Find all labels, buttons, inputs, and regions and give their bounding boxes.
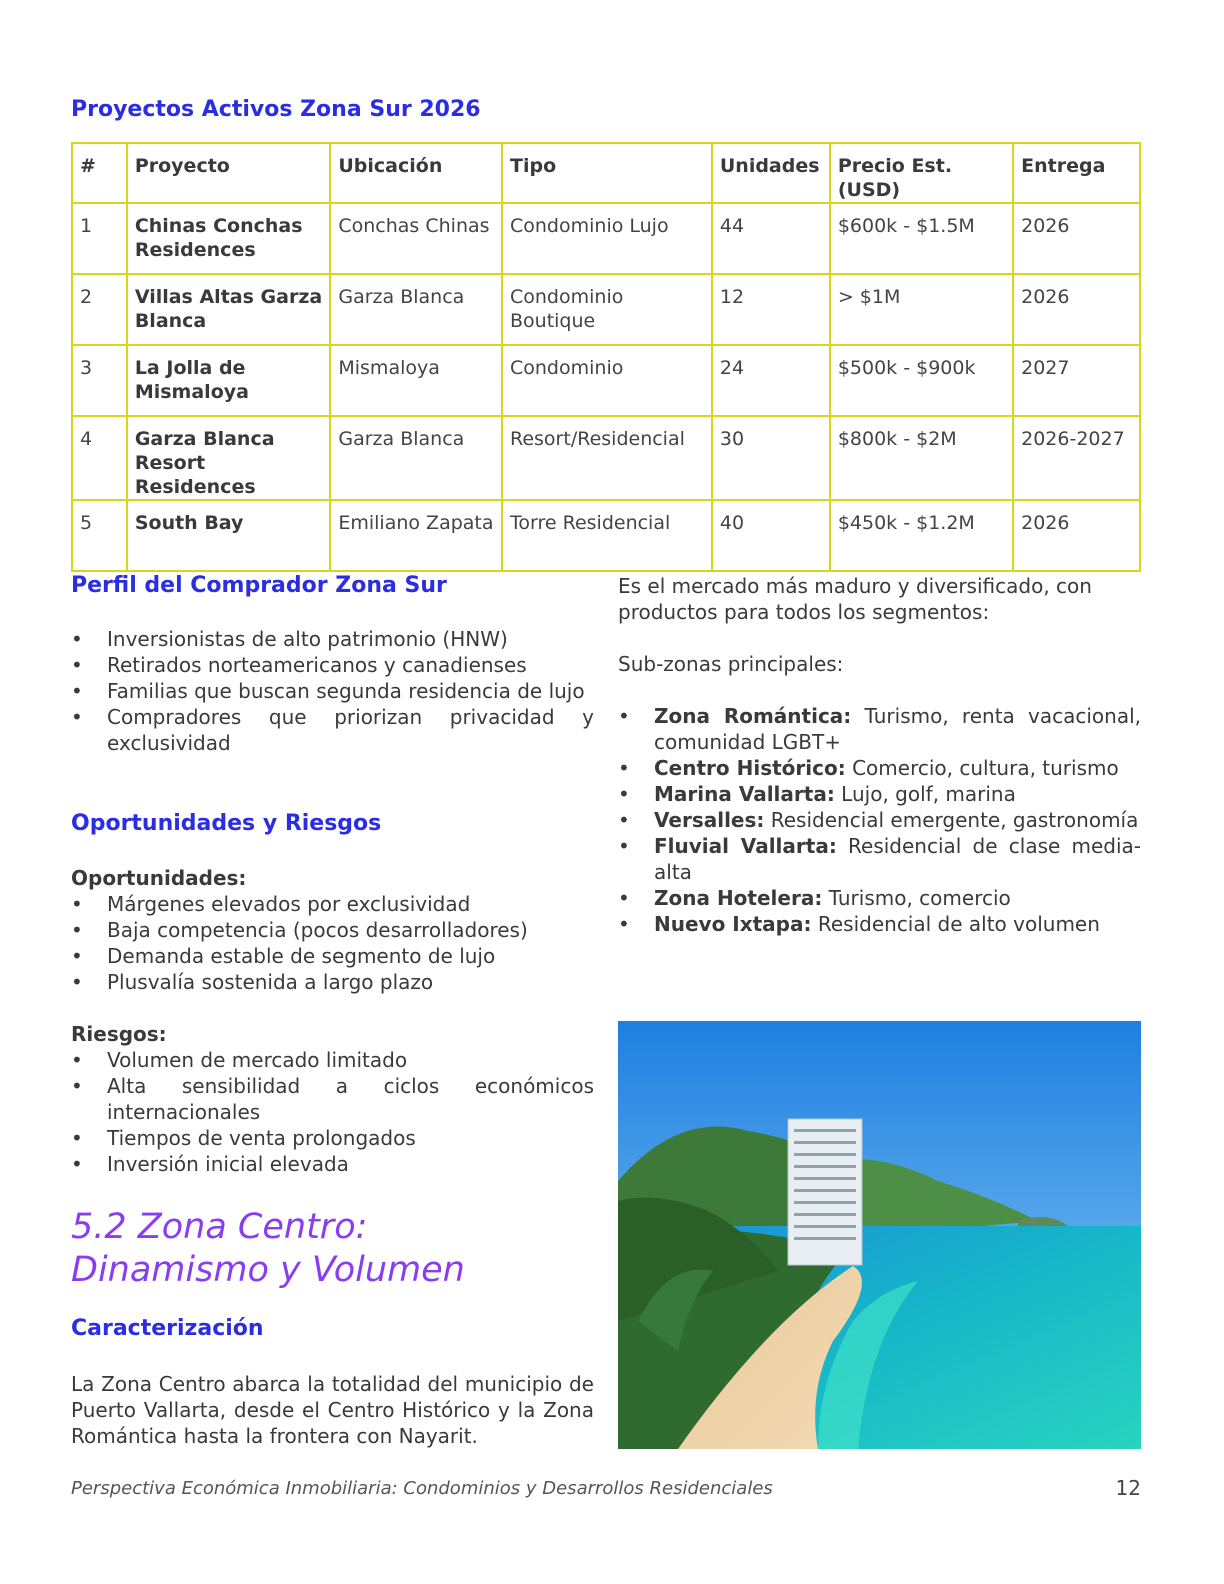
- riesgos-list: [71, 1047, 594, 1177]
- subzona-name: Marina Vallarta:: [654, 782, 835, 806]
- cell-entrega: 2027: [1013, 345, 1140, 416]
- subzona-name: Nuevo Ixtapa:: [654, 912, 812, 936]
- page-number: 12: [1115, 1476, 1141, 1500]
- oportunidades-list: [71, 891, 594, 995]
- section-title-line1: 5.2 Zona Centro:: [71, 1207, 368, 1247]
- col-header-unidades: Unidades: [712, 143, 830, 203]
- subzona-desc: Residencial emergente, gastronomía: [764, 808, 1139, 832]
- subzonas-label: Sub-zonas principales:: [618, 652, 844, 676]
- perfil-list: [71, 626, 594, 756]
- cell-precio: > $1M: [830, 274, 1013, 345]
- list-item: • Baja competencia (pocos desarrolladores): [71, 917, 594, 943]
- cell-proyecto: Villas Altas Garza Blanca: [127, 274, 331, 345]
- subzona-desc: Comercio, cultura, turismo: [845, 756, 1119, 780]
- list-item: • Compradores que priorizan privacidad y exclusividad: [71, 704, 594, 756]
- list-item: • Familias que buscan segunda residencia de lujo: [71, 678, 594, 704]
- subzona-name: Zona Hotelera:: [654, 886, 823, 910]
- footer-text: Perspectiva Económica Inmobiliaria: Condominios y Desarrollos Residenciales: [71, 1478, 773, 1499]
- subzona-desc: Turismo, comercio: [822, 886, 1011, 910]
- cell-ubicacion: Garza Blanca: [330, 416, 502, 500]
- section-title-line2: Dinamismo y Volumen: [71, 1250, 465, 1290]
- cell-proyecto: South Bay: [127, 500, 331, 571]
- cell-number: 2: [72, 274, 127, 345]
- subzona-name: Zona Romántica:: [654, 704, 852, 728]
- cell-precio: $800k - $2M: [830, 416, 1013, 500]
- beach-tower-photo: [618, 1021, 1141, 1449]
- table-header-row: [72, 143, 1140, 203]
- cell-unidades: 12: [712, 274, 830, 345]
- list-item: • Volumen de mercado limitado: [71, 1047, 594, 1073]
- list-item: • Márgenes elevados por exclusividad: [71, 891, 594, 917]
- cell-precio: $450k - $1.2M: [830, 500, 1013, 571]
- list-item: • Plusvalía sostenida a largo plazo: [71, 969, 594, 995]
- subzona-desc: Turismo, renta vacacional, comunidad LGBT+: [654, 704, 1142, 754]
- cell-precio: $500k - $900k: [830, 345, 1013, 416]
- cell-number: 5: [72, 500, 127, 571]
- subzona-desc: Lujo, golf, marina: [834, 782, 1016, 806]
- cell-precio: $600k - $1.5M: [830, 203, 1013, 274]
- cell-number: 1: [72, 203, 127, 274]
- col-header-precio: Precio Est. (USD): [830, 143, 1013, 203]
- section-title: [71, 1206, 465, 1292]
- subzona-desc: Residencial de clase media-alta: [654, 834, 1142, 884]
- col-header-proyecto: Proyecto: [127, 143, 331, 203]
- list-item: • Inversión inicial elevada: [71, 1151, 594, 1177]
- table-row: [72, 274, 1140, 345]
- projects-table: [71, 142, 1141, 572]
- col-header-tipo: Tipo: [502, 143, 712, 203]
- subzona-name: Fluvial Vallarta:: [654, 834, 837, 858]
- col-header-ubicacion: Ubicación: [330, 143, 502, 203]
- oportunidades-block: [71, 865, 594, 1177]
- table-title: Proyectos Activos Zona Sur 2026: [71, 97, 481, 122]
- cell-unidades: 30: [712, 416, 830, 500]
- list-item: [618, 703, 1141, 755]
- cell-entrega: 2026: [1013, 203, 1140, 274]
- cell-tipo: Condominio Lujo: [502, 203, 712, 274]
- caracterizacion-heading: Caracterización: [71, 1316, 264, 1341]
- cell-unidades: 40: [712, 500, 830, 571]
- list-item: • Retirados norteamericanos y canadienses: [71, 652, 594, 678]
- oportunidades-heading: Oportunidades y Riesgos: [71, 811, 382, 836]
- list-item: [618, 807, 1141, 833]
- table-row: [72, 416, 1140, 500]
- perfil-heading: Perfil del Comprador Zona Sur: [71, 573, 447, 598]
- cell-ubicacion: Emiliano Zapata: [330, 500, 502, 571]
- intro-paragraph: Es el mercado más maduro y diversificado, con productos para todos los segmentos:: [618, 574, 1092, 624]
- list-item: [618, 781, 1141, 807]
- cell-entrega: 2026: [1013, 274, 1140, 345]
- cell-entrega: 2026: [1013, 500, 1140, 571]
- cell-ubicacion: Mismaloya: [330, 345, 502, 416]
- cell-tipo: Torre Residencial: [502, 500, 712, 571]
- list-item: [618, 833, 1141, 885]
- cell-proyecto: Garza Blanca Resort Residences: [127, 416, 331, 500]
- list-item: [618, 755, 1141, 781]
- subzona-name: Versalles:: [654, 808, 765, 832]
- list-item: [618, 885, 1141, 911]
- list-item: [618, 911, 1141, 937]
- cell-tipo: Condominio: [502, 345, 712, 416]
- list-item: • Alta sensibilidad a ciclos económicos internacionales: [71, 1073, 594, 1125]
- col-header-entrega: Entrega: [1013, 143, 1140, 203]
- subzona-desc: Residencial de alto volumen: [811, 912, 1100, 936]
- cell-unidades: 24: [712, 345, 830, 416]
- list-item: • Demanda estable de segmento de lujo: [71, 943, 594, 969]
- beach-photo-illustration: [618, 1021, 1141, 1449]
- cell-number: 3: [72, 345, 127, 416]
- table-row: [72, 203, 1140, 274]
- list-item: • Tiempos de venta prolongados: [71, 1125, 594, 1151]
- table-row: [72, 345, 1140, 416]
- cell-proyecto: La Jolla de Mismaloya: [127, 345, 331, 416]
- right-column: [618, 573, 1141, 937]
- cell-tipo: Condominio Boutique: [502, 274, 712, 345]
- subzonas-list: [618, 703, 1141, 937]
- perfil-list-block: [71, 626, 594, 756]
- riesgos-label: Riesgos:: [71, 1022, 167, 1046]
- list-item: • Inversionistas de alto patrimonio (HNW): [71, 626, 594, 652]
- cell-ubicacion: Garza Blanca: [330, 274, 502, 345]
- cell-entrega: 2026-2027: [1013, 416, 1140, 500]
- cell-unidades: 44: [712, 203, 830, 274]
- caracterizacion-paragraph: La Zona Centro abarca la totalidad del municipio de Puerto Vallarta, desde el Centro Histórico y la Zona Romántica hasta la frontera con Nayarit.: [71, 1372, 594, 1448]
- col-header-number: #: [72, 143, 127, 203]
- cell-ubicacion: Conchas Chinas: [330, 203, 502, 274]
- subzona-name: Centro Histórico:: [654, 756, 846, 780]
- cell-proyecto: Chinas Conchas Residences: [127, 203, 331, 274]
- oportunidades-label: Oportunidades:: [71, 866, 247, 890]
- table-row: [72, 500, 1140, 571]
- cell-number: 4: [72, 416, 127, 500]
- cell-tipo: Resort/Residencial: [502, 416, 712, 500]
